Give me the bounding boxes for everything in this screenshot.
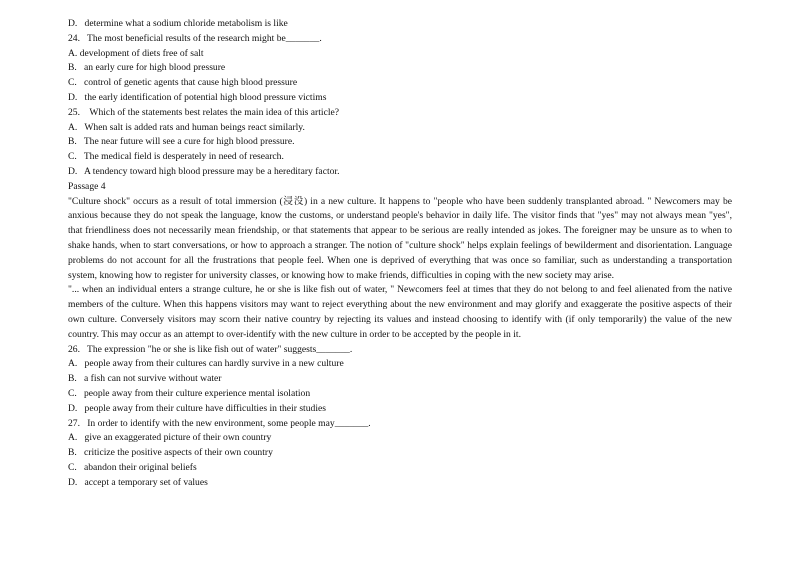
q25-option-a: A. When salt is added rats and human beings react similarly. (68, 121, 305, 133)
passage-heading: Passage 4 (68, 180, 106, 192)
q24-option-a: A. development of diets free of salt (68, 47, 204, 59)
q26-option-c: C. people away from their culture experience mental isolation (68, 387, 311, 399)
q26-option-b: B. a fish can not survive without water (68, 373, 222, 385)
q26-question: 26. The expression "he or she is like fish out of water" suggests_______. (68, 343, 353, 355)
q27-option-b: B. criticize the positive aspects of their own country (68, 447, 273, 459)
q27-option-a: A. give an exaggerated picture of their own country (68, 432, 272, 444)
q23-option-d: D. determine what a sodium chloride metabolism is like (68, 18, 288, 29)
q25-question: 25. Which of the statements best relates the main idea of this article? (68, 106, 340, 118)
q24-option-b: B. an early cure for high blood pressure (68, 62, 226, 74)
passage-paragraph-2: "... when an individual enters a strange culture, he or she is like fish out of water, " Newcomers feel at times that they do not belong to and feel alienated from the native members of the culture. When this happens visitors may want to reject everything about the new environment and may glorify and exaggerate the positive aspects of their own culture. Conversely visitors may scorn their native country by rejecting its values and instead choosing to identify with (if only temporarily) the value of the new country. This may occur as an attempt to over-identify with the new culture in order to be accepted by the people in it. (68, 284, 732, 340)
passage-paragraph-1: "Culture shock" occurs as a result of total immersion (浸没) in a new culture. It happens to "people who have been suddenly transplanted abroad. " Newcomers may be anxious because they do not speak the language, know the customs, or understand people's behavior in daily life. The visitor finds that "yes" may not always mean "yes", that friendliness does not necessarily mean friendship, or that statements that appear to be serious are really intended as jokes. The foreigner may be unsure as to when to shake hands, when to start conversations, or how to approach a stranger. The notion of "culture shock" helps explain feelings of bewilderment and disorientation. Language problems do not account for all the frustrations that people feel. When one is deprived of everything that was once so familiar, such as understanding a transportation system, knowing how to register for university classes, or knowing how to make friends, difficulties in coping with the new society may arise. (68, 195, 732, 281)
q27-option-d: D. accept a temporary set of values (68, 476, 208, 488)
q24-option-c: C. control of genetic agents that cause high blood pressure (68, 77, 298, 89)
q25-option-d: D. A tendency toward high blood pressure may be a hereditary factor. (68, 165, 340, 177)
q26-option-d: D. people away from their culture have difficulties in their studies (68, 402, 326, 414)
q27-question: 27. In order to identify with the new environment, some people may_______. (68, 417, 371, 429)
q26-option-a: A. people away from their cultures can hardly survive in a new culture (68, 358, 344, 370)
q25-option-b: B. The near future will see a cure for high blood pressure. (68, 136, 295, 148)
q24-option-d: D. the early identification of potential high blood pressure victims (68, 91, 327, 103)
document-page (68, 17, 732, 491)
q24-question: 24. The most beneficial results of the research might be_______. (68, 32, 322, 44)
q25-option-c: C. The medical field is desperately in need of research. (68, 151, 284, 163)
q27-option-c: C. abandon their original beliefs (68, 461, 197, 473)
